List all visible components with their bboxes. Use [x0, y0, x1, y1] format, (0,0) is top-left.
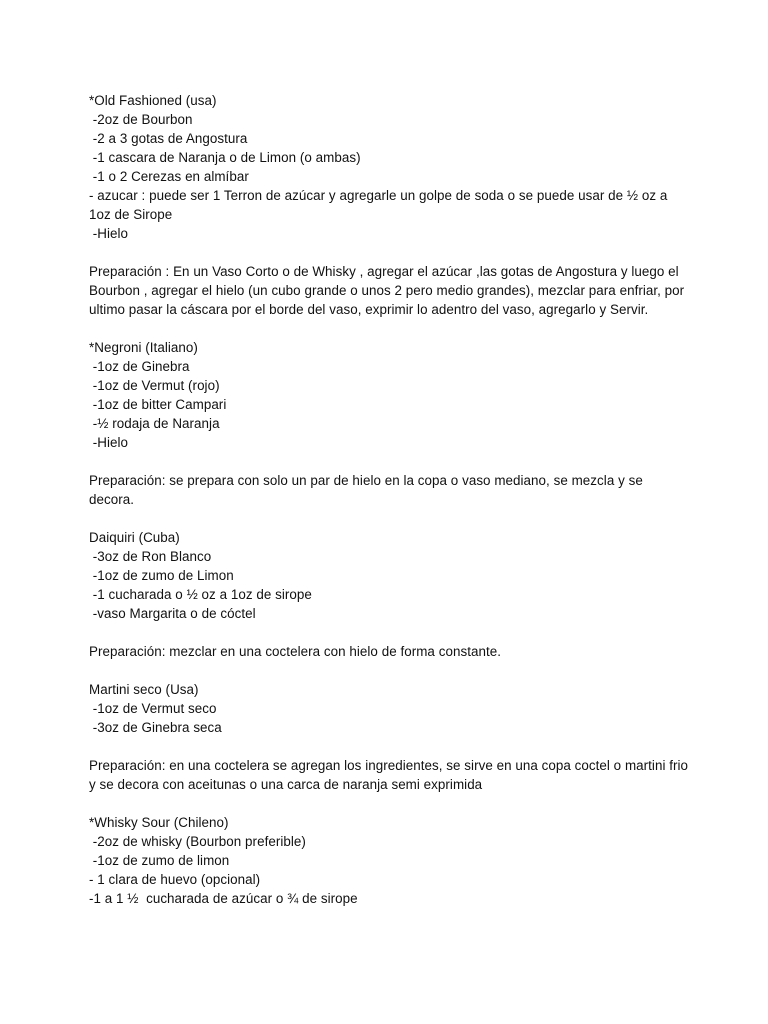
recipe-martini-seco: [89, 680, 689, 737]
ingredient-line: -2oz de whisky (Bourbon preferible): [89, 834, 306, 849]
recipe-title: Daiquiri (Cuba): [89, 530, 180, 545]
recipe-title: Martini seco (Usa): [89, 682, 199, 697]
preparation-text: Preparación: mezclar en una coctelera con hielo de forma constante.: [89, 644, 501, 659]
preparation-text: Preparación: se prepara con solo un par de hielo en la copa o vaso mediano, se mezcla y se decora.: [89, 473, 643, 507]
ingredient-line: -2 a 3 gotas de Angostura: [89, 131, 248, 146]
ingredient-line: -1 cascara de Naranja o de Limon (o ambas): [89, 150, 361, 165]
ingredient-line: -Hielo: [89, 435, 129, 450]
ingredient-line: -2oz de Bourbon: [89, 112, 193, 127]
ingredient-line: -3oz de Ron Blanco: [89, 549, 212, 564]
ingredient-line: -1 cucharada o ½ oz a 1oz de sirope: [89, 587, 312, 602]
ingredient-line: -½ rodaja de Naranja: [89, 416, 220, 431]
recipe-negroni: [89, 338, 689, 452]
recipe-title: *Negroni (Italiano): [89, 340, 198, 355]
ingredient-line: -1oz de Ginebra: [89, 359, 190, 374]
recipe-title: *Whisky Sour (Chileno): [89, 815, 229, 830]
ingredient-line: -1oz de zumo de Limon: [89, 568, 234, 583]
ingredient-line: -1oz de Vermut (rojo): [89, 378, 220, 393]
ingredient-line: -Hielo: [89, 226, 129, 241]
preparation-text: Preparación: en una coctelera se agregan los ingredientes, se sirve en una copa coctel o martini frio y se decora con aceitunas o una carca de naranja semi exprimida: [89, 758, 689, 792]
ingredient-line: -1 o 2 Cerezas en almíbar: [89, 169, 249, 184]
ingredient-line: -1oz de zumo de limon: [89, 853, 230, 868]
ingredient-line: - 1 clara de huevo (opcional): [89, 872, 261, 887]
ingredient-line: -1oz de bitter Campari: [89, 397, 227, 412]
recipe-title: *Old Fashioned (usa): [89, 93, 217, 108]
recipe-whisky-sour: [89, 813, 689, 908]
recipe-old-fashioned: [89, 91, 689, 243]
ingredient-line: -1 a 1 ½ cucharada de azúcar o ¾ de sirope: [89, 891, 358, 906]
ingredient-line: -3oz de Ginebra seca: [89, 720, 222, 735]
ingredient-line: -vaso Margarita o de cóctel: [89, 606, 256, 621]
preparation-text: Preparación : En un Vaso Corto o de Whisky , agregar el azúcar ,las gotas de Angostura y luego el Bourbon , agregar el hielo (un cubo grande o unos 2 pero medio grandes), mezclar para enfriar, por ultimo pasar la cáscara por el borde del vaso, exprimir lo adentro del vaso, agregarlo y Servir.: [89, 264, 685, 317]
recipe-daiquiri: [89, 528, 689, 623]
ingredient-line: -1oz de Vermut seco: [89, 701, 217, 716]
ingredient-line: - azucar : puede ser 1 Terron de azúcar y agregarle un golpe de soda o se puede usar de ½ oz a 1oz de Sirope: [89, 188, 668, 222]
document-body: [89, 91, 689, 908]
